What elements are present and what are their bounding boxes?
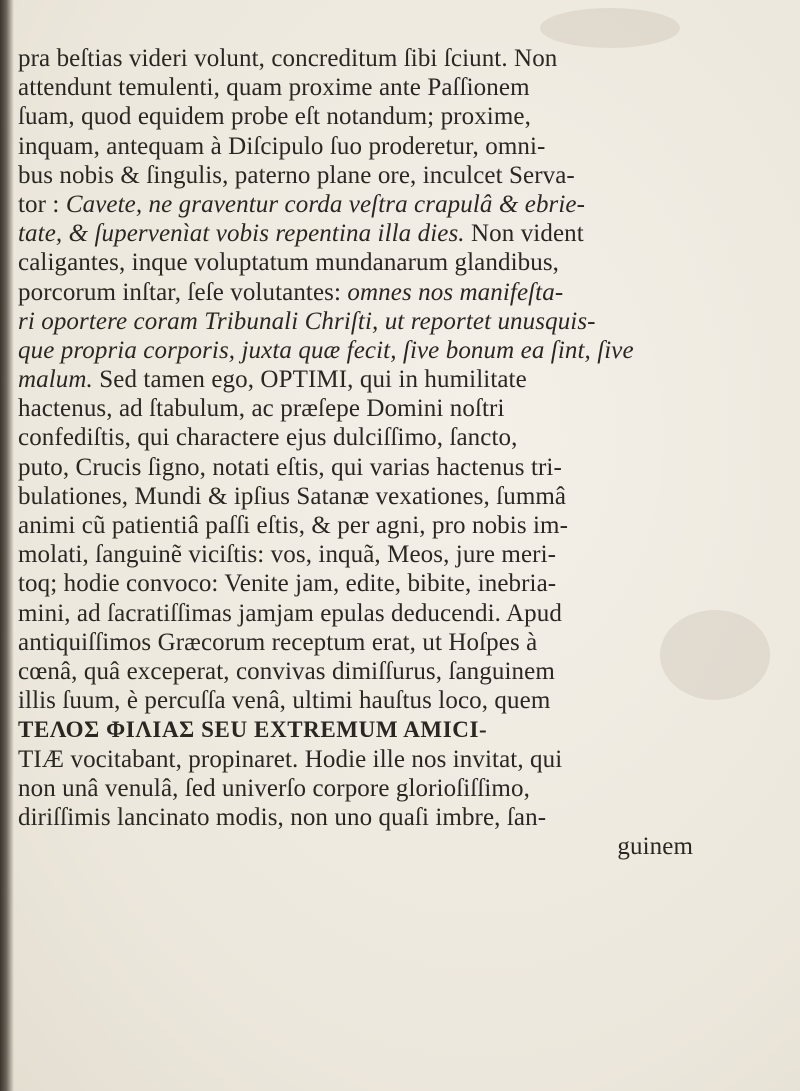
text-line: confediſtis, qui charactere ejus dulciſſimo, ſancto, — [18, 424, 518, 452]
catchword: guinem — [617, 833, 693, 861]
text-italic-segment: malum. — [18, 366, 93, 394]
text-line: antiquiſſimos Græcorum receptum erat, ut Hoſpes à — [18, 628, 538, 656]
text-italic-segment: omnes nos manifeſta- — [347, 278, 564, 306]
text-line: non unâ venulâ, ſed univerſo corpore glorioſiſſimo, — [18, 774, 530, 802]
text-line: diriſſimis lancinato modis, non uno quaſi imbre, ſan- — [18, 803, 547, 831]
text-line: hactenus, ad ſtabulum, ac præſepe Domini noſtri — [18, 395, 505, 423]
text-line: mini, ad ſacratiſſimas jamjam epulas deducendi. Apud — [18, 599, 562, 627]
text-line: attendunt temulenti, quam proxime ante Paſſionem — [18, 74, 530, 102]
text-line — [18, 278, 788, 307]
body-text — [18, 44, 788, 861]
paper-stain — [540, 8, 680, 48]
text-line: que propria corporis, juxta quæ fecit, ſive bonum ea ſint, ſive — [18, 336, 634, 364]
text-roman-segment: Non vident — [464, 220, 584, 248]
text-line: ri oportere coram Tribunali Chriſti, ut reportet unusquis- — [18, 307, 596, 335]
book-binding-edge — [0, 0, 14, 1091]
text-line: cœnâ, quâ exceperat, convivas dimiſſurus, ſanguinem — [18, 657, 555, 685]
text-line: toq; hodie convoco: Venite jam, edite, bibite, inebria- — [18, 570, 557, 598]
text-italic-segment: tate, & ſupervenìat vobis repentina illa dies. — [18, 220, 465, 248]
text-line: illis ſuum, è percuſſa venâ, ultimi hauſtus loco, quem — [18, 687, 551, 715]
text-roman-segment: porcorum inſtar, ſeſe volutantes: — [18, 278, 348, 306]
text-line: molati, ſanguinẽ viciſtis: vos, inquã, Meos, jure meri- — [18, 541, 557, 569]
text-roman-segment: tor : — [18, 190, 66, 218]
text-line: inquam, antequam à Diſcipulo ſuo proderetur, omni- — [18, 132, 546, 160]
text-line: ſuam, quod equidem probe eſt notandum; proxime, — [18, 103, 531, 131]
text-line-greek-caps: ΤΕΛΟΣ ΦΙΛΙΑΣ SEU EXTREMUM AMICI- — [18, 717, 488, 743]
text-line: bus nobis & ſingulis, paterno plane ore, inculcet Serva- — [18, 161, 575, 189]
text-line — [18, 190, 788, 219]
text-italic-segment: Cavete, ne graventur corda veſtra crapulâ & ebrie- — [65, 190, 586, 218]
text-line — [18, 365, 788, 394]
text-line: pra beſtias videri volunt, concreditum ſibi ſciunt. Non — [18, 45, 558, 72]
text-line: bulationes, Mundi & ipſius Satanæ vexationes, ſummâ — [18, 482, 567, 510]
text-roman-segment: Sed tamen ego, OPTIMI, qui in humilitate — [92, 366, 527, 394]
text-line: animi cũ patientiâ paſſi eſtis, & per agni, pro nobis im- — [18, 512, 569, 539]
text-line — [18, 219, 788, 248]
text-line: puto, Crucis ſigno, notati eſtis, qui varias hactenus tri- — [18, 453, 562, 481]
text-line: caligantes, inque voluptatum mundanarum glandibus, — [18, 249, 559, 277]
text-line: TIÆ vocitabant, propinaret. Hodie ille nos invitat, qui — [18, 745, 563, 773]
